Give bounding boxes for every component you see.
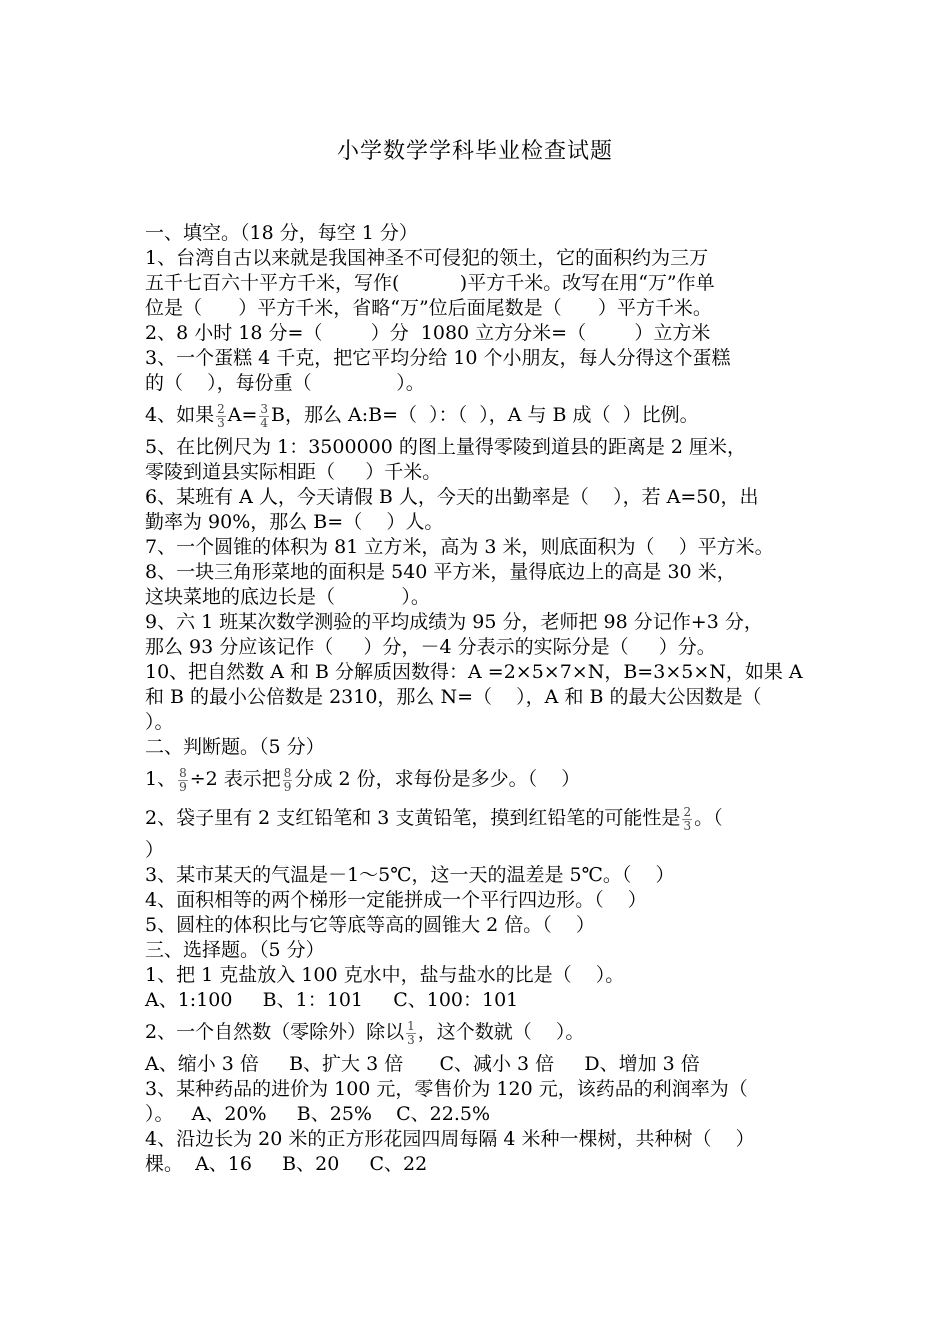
fill-q9-line1: 9、六 1 班某次数学测验的平均成绩为 95 分，老师把 98 分记作+3 分， xyxy=(145,611,763,633)
judge-q3: 3、某市某天的气温是－1～5℃，这一天的温差是 5℃。（ ） xyxy=(145,864,675,886)
choice-q1: 1、把 1 克盐放入 100 克水中，盐与盐水的比是（ ）。 xyxy=(145,964,625,986)
fraction-denominator: 3 xyxy=(683,818,692,833)
fill-q6-line2: 勤率为 90%，那么 B=（ ）人。 xyxy=(145,511,444,533)
choice-q2 xyxy=(145,1013,810,1052)
fraction-denominator: 3 xyxy=(217,415,225,430)
fill-q7: 7、一个圆锥的体积为 81 立方米，高为 3 米，则底面积为（ ）平方米。 xyxy=(145,536,774,558)
fill-q4-text-c: B，那么 A:B=（ ）：（ ），A 与 B 成（ ）比例。 xyxy=(271,404,699,426)
fraction-numerator: 1 xyxy=(407,1018,415,1033)
fraction-8-9 xyxy=(178,767,188,794)
fill-q8-line2: 这块菜地的底边长是（ ）。 xyxy=(145,586,430,608)
fraction-denominator: 9 xyxy=(283,779,292,794)
fraction-1-3 xyxy=(406,1020,416,1047)
fraction-denominator: 9 xyxy=(179,779,187,794)
judge-q1 xyxy=(145,760,810,799)
fill-q1-line2: 五千七百六十平方千米，写作( )平方千米。改写在用“万”作单 xyxy=(145,272,715,294)
fraction-2-3 xyxy=(682,806,692,833)
fill-q4-text-a: 4、如果 xyxy=(145,404,215,426)
choice-q4-line1: 4、沿边长为 20 米的正方形花园四周每隔 4 米种一棵树，共种树（ ） xyxy=(145,1128,755,1150)
fraction-numerator: 8 xyxy=(179,765,187,780)
fill-q3-line1: 3、一个蛋糕 4 千克，把它平均分给 10 个小朋友，每人分得这个蛋糕 xyxy=(145,347,731,369)
fill-q3-line2: 的（ ），每份重（ ）。 xyxy=(145,372,425,394)
fill-q4 xyxy=(145,396,810,435)
choice-q2-text-a: 2、一个自然数（零除外）除以 xyxy=(145,1021,405,1043)
choice-q3-line2: ）。 A、20% B、25% C、22.5% xyxy=(145,1103,491,1125)
fraction-2-3 xyxy=(216,403,226,430)
judge-q2-text-b: 。（ xyxy=(694,807,723,829)
exam-content xyxy=(145,221,810,1177)
choice-q3-line1: 3、某种药品的进价为 100 元，零售价为 120 元，该药品的利润率为（ xyxy=(145,1078,748,1100)
fraction-numerator: 2 xyxy=(683,804,692,819)
section-1-heading: 一、填空。（18 分，每空 1 分） xyxy=(145,222,418,244)
fraction-denominator: 4 xyxy=(260,415,269,430)
fraction-3-4 xyxy=(259,403,269,430)
judge-q1-text-a: 1、 xyxy=(145,768,177,790)
choice-q4-line2: 棵。 A、16 B、20 C、22 xyxy=(145,1153,428,1175)
fill-q5-line1: 5、在比例尺为 1：3500000 的图上量得零陵到道县的距离是 2 厘米， xyxy=(145,436,747,458)
fill-q4-text-b: A= xyxy=(227,404,258,426)
fill-q8-line1: 8、一块三角形菜地的面积是 540 平方米，量得底边上的高是 30 米， xyxy=(145,561,736,583)
fill-q9-line2: 那么 93 分应该记作（ ）分，－4 分表示的实际分是（ ）分。 xyxy=(145,636,716,658)
judge-q2-line2: ） xyxy=(145,839,165,861)
judge-q1-text-b: ÷2 表示把 xyxy=(189,768,281,790)
choice-q2-options: A、缩小 3 倍 B、扩大 3 倍 C、减小 3 倍 D、增加 3 倍 xyxy=(145,1053,700,1075)
fill-q6-line1: 6、某班有 A 人，今天请假 B 人，今天的出勤率是（ ），若 A=50，出 xyxy=(145,486,759,508)
fill-q2: 2、8 小时 18 分=（ ）分 1080 立方分米=（ ）立方米 xyxy=(145,322,711,344)
judge-q4: 4、面积相等的两个梯形一定能拼成一个平行四边形。（ ） xyxy=(145,889,647,911)
fill-q1-line1: 1、台湾自古以来就是我国神圣不可侵犯的领土，它的面积约为三万 xyxy=(145,247,709,269)
judge-q2 xyxy=(145,799,810,838)
fill-q1-line3: 位是（ ）平方千米，省略“万”位后面尾数是（ ）平方千米。 xyxy=(145,297,712,319)
fill-q10-line2: 和 B 的最小公倍数是 2310，那么 N=（ ），A 和 B 的最大公因数是（ xyxy=(145,686,762,708)
choice-q2-text-b: ，这个数就（ ）。 xyxy=(417,1021,585,1043)
fill-q10-line3: ）。 xyxy=(145,711,174,733)
fill-q5-line2: 零陵到道县实际相距（ ）千米。 xyxy=(145,461,442,483)
fill-q10-line1: 10、把自然数 A 和 B 分解质因数得：A =2×5×7×N，B=3×5×N，如果 A xyxy=(145,661,803,683)
fraction-denominator: 3 xyxy=(407,1032,415,1047)
fraction-numerator: 3 xyxy=(260,401,269,416)
section-3-heading: 三、选择题。（5 分） xyxy=(145,939,325,961)
fraction-numerator: 2 xyxy=(217,401,225,416)
choice-q1-options: A、1:100 B、1：101 C、100：101 xyxy=(145,989,519,1011)
judge-q1-text-c: 分成 2 份，求每份是多少。（ ） xyxy=(294,768,581,790)
judge-q2-text-a: 2、袋子里有 2 支红铅笔和 3 支黄铅笔，摸到红铅笔的可能性是 xyxy=(145,807,681,829)
section-2-heading: 二、判断题。（5 分） xyxy=(145,736,325,758)
fraction-8-9 xyxy=(283,767,293,794)
page-title: 小学数学学科毕业检查试题 xyxy=(336,139,613,164)
fraction-numerator: 8 xyxy=(283,765,292,780)
judge-q5: 5、圆柱的体积比与它等底等高的圆锥大 2 倍。（ ） xyxy=(145,914,595,936)
